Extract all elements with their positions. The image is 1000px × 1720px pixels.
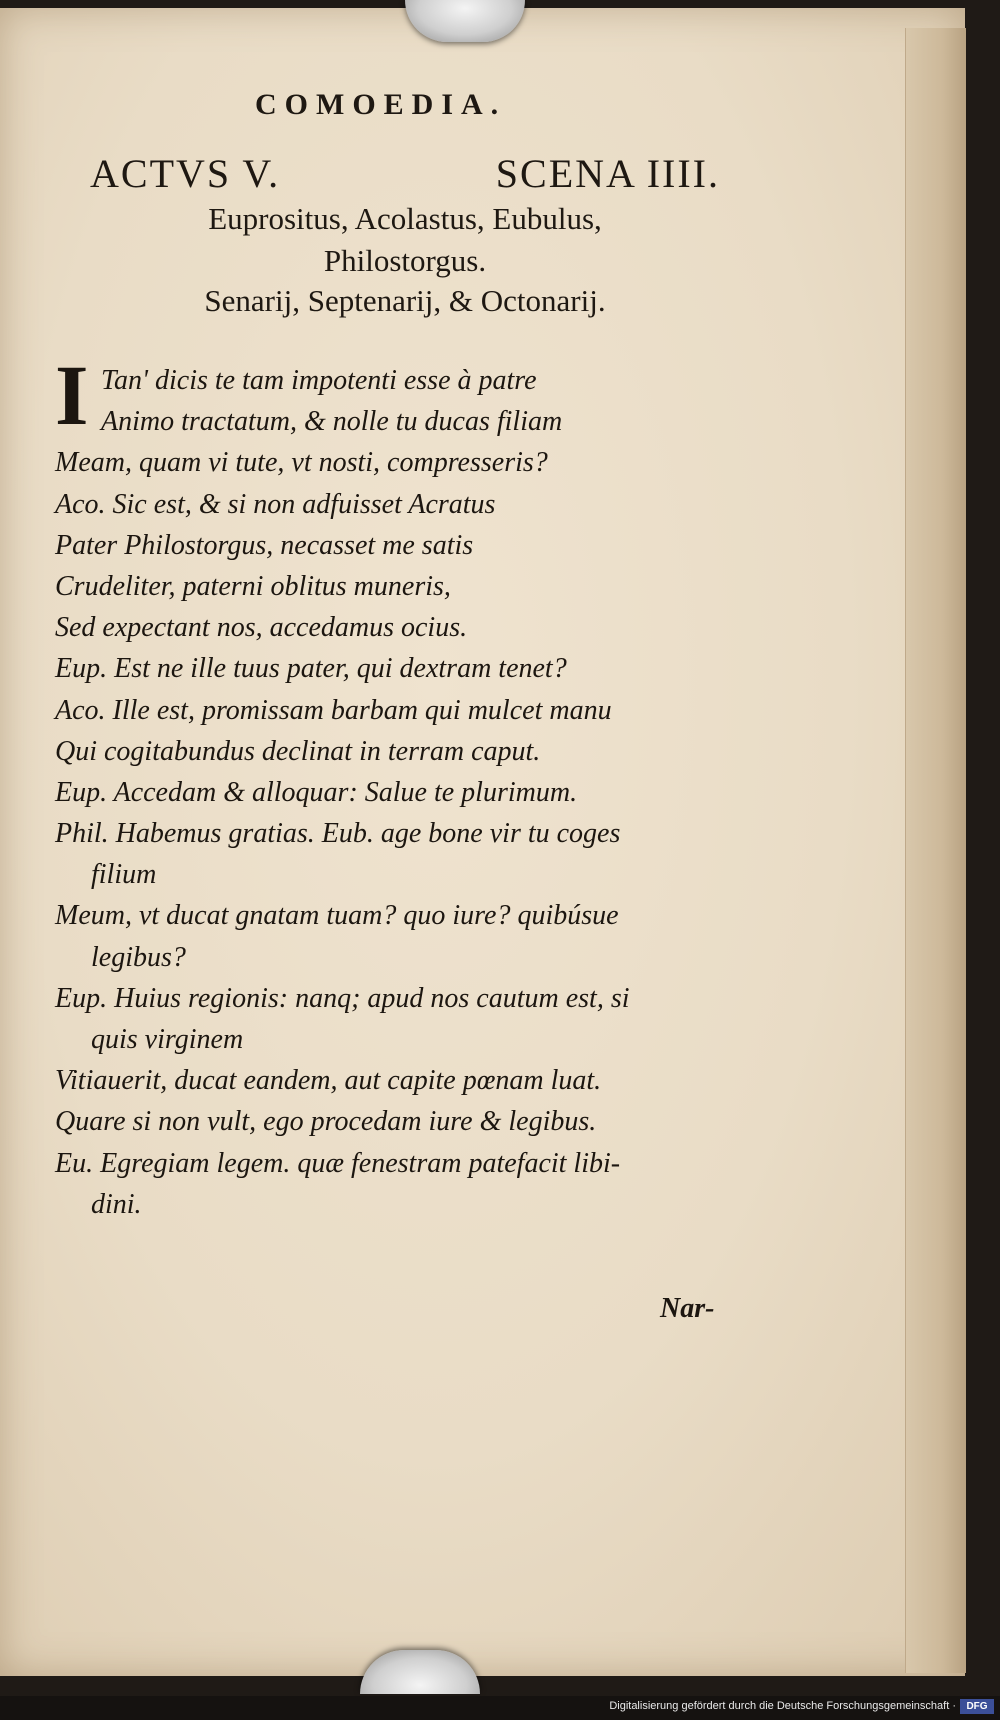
verse-line: Aco. Ille est, promissam barbam qui mulcet manu (55, 694, 612, 726)
verse-line-turnover: filium (91, 859, 157, 891)
footer-credit: Digitalisierung gefördert durch die Deutsche Forschungsgemeinschaft · (609, 1700, 956, 1712)
verse-line: Meum, vt ducat gnatam tuam? quo iure? quibúsue (55, 900, 619, 932)
verse-line: Eup. Accedam & alloquar: Salue te plurimum. (55, 776, 578, 808)
act-scene-line (90, 150, 720, 197)
verse-line: Qui cogitabundus declinat in terram caput. (55, 735, 541, 767)
act-label: ACTVS V. (90, 151, 281, 196)
verse-line: Crudeliter, paterni oblitus muneris, (55, 570, 451, 602)
verse-line: Tan' dicis te tam impotenti esse à patre (101, 365, 537, 396)
catchword: Nar- (660, 1293, 715, 1324)
meter-line: Senarij, Septenarij, & Octonarij. (204, 283, 606, 318)
running-head: COMOEDIA. (255, 88, 507, 121)
verse-text (55, 347, 775, 1225)
verse-line: Animo tractatum, & nolle tu ducas filiam (101, 406, 563, 438)
drop-cap: I (55, 347, 89, 443)
scene-heading (90, 150, 720, 319)
verse-line: Quare si non vult, ego procedam iure & legibus. (55, 1106, 597, 1138)
persons-line-1: Euprositus, Acolastus, Eubulus, (208, 201, 602, 236)
verse-line: Eup. Est ne ille tuus pater, qui dextram tenet? (55, 653, 567, 685)
verse-line: Meam, quam vi tute, vt nosti, compresseris? (55, 447, 548, 479)
verse-line-turnover: dini. (91, 1188, 142, 1220)
verse-line-turnover: quis virginem (91, 1024, 244, 1055)
verse-line: Eup. Huius regionis: nanq; apud nos cautum est, si (55, 982, 630, 1014)
dfg-logo: DFG (960, 1699, 994, 1714)
verse-line: Aco. Sic est, & si non adfuisset Acratus (55, 488, 496, 520)
verse-line: Phil. Habemus gratias. Eub. age bone vir tu coges (55, 818, 621, 850)
verse-line: Pater Philostorgus, necasset me satis (55, 529, 474, 561)
verse-line: Vitiauerit, ducat eandem, aut capite pœnam luat. (55, 1065, 602, 1097)
verse-line: Eu. Egregiam legem. quæ fenestram patefacit libi- (55, 1147, 621, 1179)
verse-line: Sed expectant nos, accedamus ocius. (55, 612, 468, 644)
verse-line-turnover: legibus? (91, 941, 186, 973)
page-edge (905, 28, 966, 1673)
persons-line-2: Philostorgus. (323, 243, 487, 278)
scene-label: SCENA IIII. (495, 151, 720, 196)
